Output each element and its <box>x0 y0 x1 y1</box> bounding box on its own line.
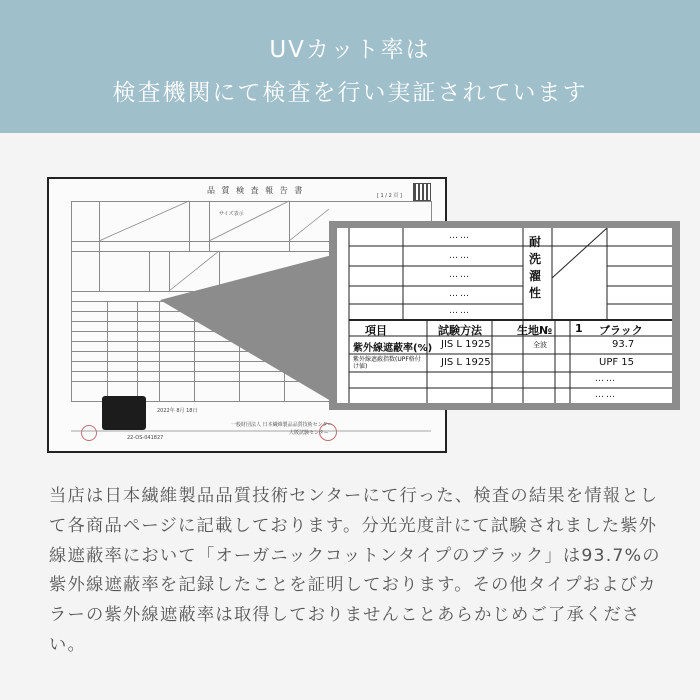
banner-line-2: 検査機関にて検査を行い実証されています <box>112 80 588 106</box>
row2-item: 紫外線遮蔽指数(UPF格付け値) <box>353 356 421 370</box>
header-item: 項目 <box>365 324 387 337</box>
report-date: 2022年 8月 18日 <box>157 408 198 414</box>
report-page-number: [ 1 / 2 頁 ] <box>377 193 402 199</box>
report-title: 品 質 検 査 報 告 書 <box>207 186 305 195</box>
header-method: 試験方法 <box>438 324 482 337</box>
header-fabric-no: 生地№ <box>517 324 553 337</box>
row1-area: 全波 <box>533 341 547 349</box>
report-number: 22-OS-041827 <box>127 435 164 441</box>
header-fabric-index: 1 <box>575 322 583 335</box>
size-label: サイズ表示 <box>219 211 244 217</box>
row1-value: 93.7 <box>612 339 635 350</box>
row2-value: UPF 15 <box>599 357 635 368</box>
dots-5: …… <box>449 306 471 316</box>
zoomed-grid-lines <box>337 228 672 403</box>
dots-3: …… <box>449 270 471 280</box>
issuer-branch: 大阪試験センター <box>289 430 329 436</box>
issuer-name: 一般財団法人 日本繊維製品品質技術センター <box>231 422 333 428</box>
row2-method: JIS L 1925 <box>441 357 491 368</box>
category-label-vertical: 耐洗濯性 <box>529 235 542 300</box>
row3-value: …… <box>595 374 617 384</box>
dots-4: …… <box>449 289 471 299</box>
row4-value: …… <box>595 390 617 400</box>
description-paragraph: 当店は日本繊維製品品質技術センターにて行った、検査の結果を情報として各商品ページに記載しております。分光光度計にて試験されました紫外線遮蔽率において「オーガニックコットンタイプのブラック」は93.7%の紫外線遮蔽率を記録したことを証明しております。その他タイプおよびカラーの紫外線遮蔽率は取得しておりませんことあらかじめご了承ください。 <box>49 486 661 655</box>
row1-method: JIS L 1925 <box>441 339 491 350</box>
header-color: ブラック <box>599 324 643 337</box>
banner-line-1: UVカット率は <box>269 37 431 63</box>
row1-item: 紫外線遮蔽率(%) <box>353 343 433 354</box>
dots-2: …… <box>449 251 471 261</box>
zoomed-table-area <box>337 228 672 403</box>
dots-1: …… <box>449 231 471 241</box>
zoomed-result-panel <box>329 221 680 410</box>
